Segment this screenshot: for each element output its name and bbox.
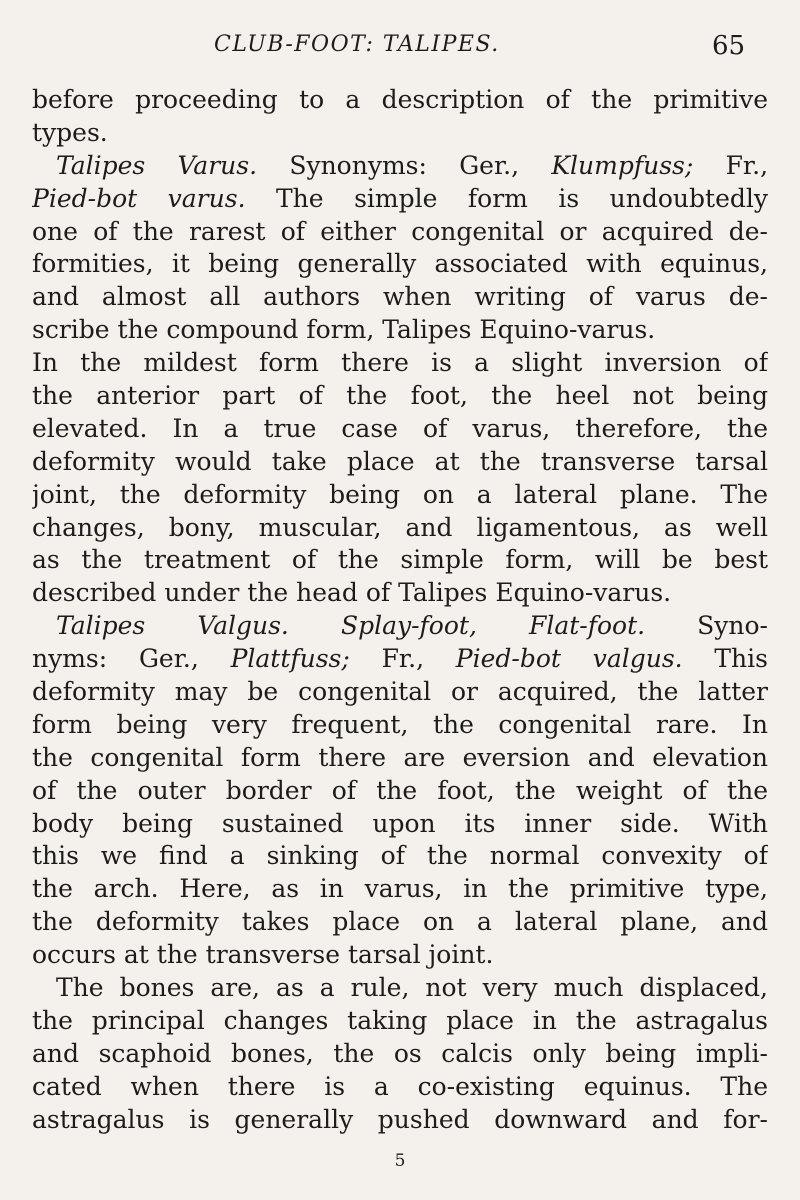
italic-text: Plattfuss; xyxy=(230,644,350,674)
text-run: Fr., xyxy=(693,150,768,180)
text-line xyxy=(32,906,768,939)
text-line xyxy=(32,512,768,545)
text-run: body being sustained upon its inner side. With xyxy=(32,808,768,838)
text-line xyxy=(32,676,768,709)
text-run: and almost all authors when writing of varus de- xyxy=(32,282,768,312)
text-run: deformity would take place at the transverse tarsal xyxy=(32,446,768,476)
text-run: occurs at the transverse tarsal joint. xyxy=(32,940,494,970)
text-run: This xyxy=(682,644,768,674)
text-run: this we find a sinking of the normal convexity of xyxy=(32,841,768,871)
text-run: elevated. In a true case of varus, therefore, the xyxy=(32,413,768,443)
text-run: changes, bony, muscular, and ligamentous, as well xyxy=(32,512,768,542)
text-run: Synonyms: Ger., xyxy=(257,150,552,180)
text-run: the anterior part of the foot, the heel not being xyxy=(32,381,768,411)
text-run: nyms: Ger., xyxy=(32,644,231,674)
text-run: formities, it being generally associated with equinus, xyxy=(32,249,768,279)
text-line xyxy=(32,117,768,150)
body-text xyxy=(32,84,768,1137)
italic-text: Pied-bot valgus. xyxy=(455,644,683,674)
text-run: The simple form is undoubtedly xyxy=(245,183,768,213)
text-line xyxy=(32,1038,768,1071)
text-run: cated when there is a co-existing equinus. The xyxy=(32,1071,768,1101)
text-line xyxy=(32,314,768,347)
text-line xyxy=(32,380,768,413)
text-line xyxy=(32,1005,768,1038)
text-run: and scaphoid bones, the os calcis only being impli- xyxy=(32,1038,768,1068)
italic-text: Splay-foot, Flat-foot. xyxy=(340,611,646,641)
text-line xyxy=(32,643,768,676)
text-line xyxy=(32,446,768,479)
text-run: Syno- xyxy=(645,611,768,641)
text-line xyxy=(32,84,768,117)
italic-text: Talipes Varus. xyxy=(56,150,258,180)
text-run: the deformity takes place on a lateral plane, and xyxy=(32,907,768,937)
text-line xyxy=(32,183,768,216)
text-run: the principal changes taking place in the astragalus xyxy=(32,1005,768,1035)
text-run: before proceeding to a description of the primitive xyxy=(32,85,768,114)
signature-mark: 5 xyxy=(394,1151,406,1171)
text-run xyxy=(289,611,341,640)
italic-text: Pied-bot varus. xyxy=(32,183,246,213)
text-run: In the mildest form there is a slight inversion of xyxy=(32,348,768,378)
text-line xyxy=(32,347,768,380)
text-line xyxy=(32,413,768,446)
text-line xyxy=(32,1104,768,1137)
text-run: astragalus is generally pushed downward and for- xyxy=(32,1104,768,1134)
text-run: the arch. Here, as in varus, in the primitive type, xyxy=(32,874,768,904)
text-line xyxy=(32,742,768,775)
text-line xyxy=(32,972,768,1005)
text-line xyxy=(32,939,768,972)
italic-text: Klumpfuss; xyxy=(551,150,694,180)
text-run: of the outer border of the foot, the weight of the xyxy=(32,775,768,805)
text-run: form being very frequent, the congenital rare. In xyxy=(32,709,768,739)
running-title: CLUB-FOOT: TALIPES. xyxy=(214,32,500,57)
text-run: The bones are, as a rule, not very much displaced, xyxy=(56,973,768,1003)
text-line xyxy=(32,248,768,281)
text-run: the congenital form there are eversion and elevation xyxy=(32,742,768,772)
text-run: one of the rarest of either congenital or acquired de- xyxy=(32,216,768,246)
text-run: Fr., xyxy=(349,644,456,674)
text-line xyxy=(32,577,768,610)
text-line xyxy=(32,840,768,873)
text-line xyxy=(32,281,768,314)
text-line xyxy=(32,775,768,808)
text-run: types. xyxy=(32,117,108,147)
text-run: as the treatment of the simple form, will be best xyxy=(32,545,768,575)
text-line xyxy=(32,808,768,841)
text-line xyxy=(32,150,768,183)
text-run: scribe the compound form, Talipes Equino-varus. xyxy=(32,315,656,345)
text-line xyxy=(32,1071,768,1104)
text-line xyxy=(32,709,768,742)
text-run: joint, the deformity being on a lateral plane. The xyxy=(32,479,768,509)
text-line xyxy=(32,873,768,906)
italic-text: Talipes Valgus. xyxy=(56,611,289,641)
page-number: 65 xyxy=(712,31,746,61)
text-line xyxy=(32,479,768,512)
text-run: described under the head of Talipes Equino-varus. xyxy=(32,578,672,608)
text-line xyxy=(32,216,768,249)
text-run: deformity may be congenital or acquired, the latter xyxy=(32,677,768,707)
text-line xyxy=(32,544,768,577)
text-line xyxy=(32,610,768,643)
